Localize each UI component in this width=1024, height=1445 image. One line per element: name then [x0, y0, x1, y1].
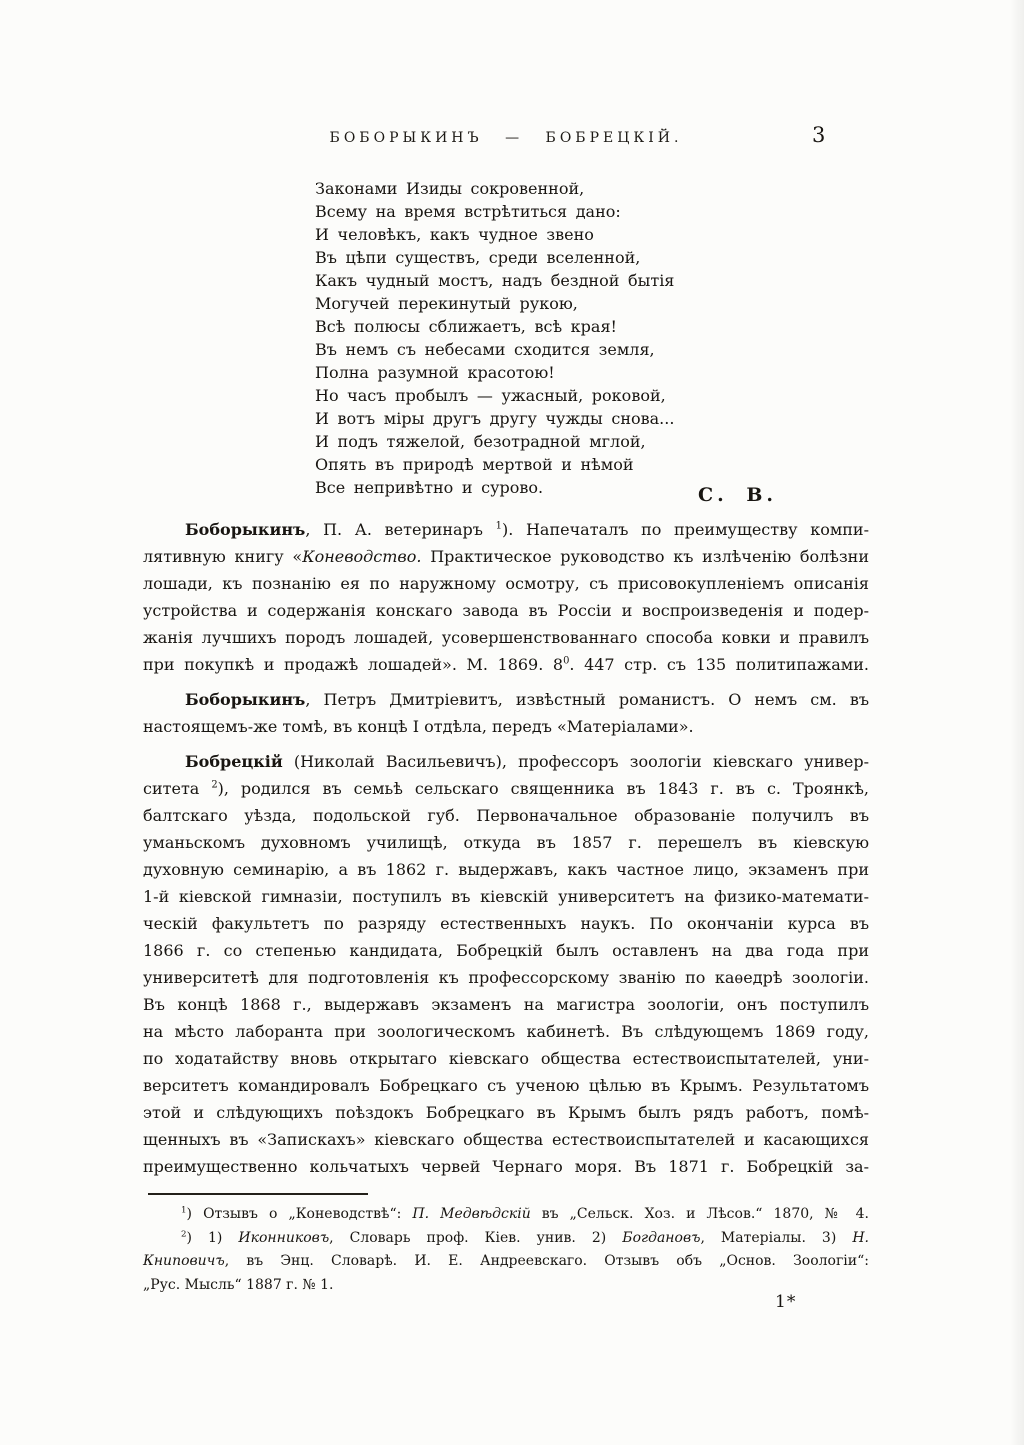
text-line — [143, 1045, 869, 1072]
text-segment: въ „Сельск. Хоз. и Лѣсов.“ 1870, № 4. — [530, 1206, 870, 1222]
text-segment: при покупкѣ и продажѣ лошадей». М. 1869. 8 — [143, 655, 564, 674]
entry-headword: Боборыкинъ — [185, 520, 306, 539]
text-line — [143, 597, 869, 624]
text-line — [143, 713, 869, 740]
running-header: БОБОРЫКИНЪ — БОБРЕЦКІЙ. — [329, 130, 683, 146]
text-segment: ситета — [143, 779, 212, 798]
footnote-paragraph — [143, 1203, 869, 1227]
text-segment: лятивную книгу « — [143, 547, 303, 566]
text-line — [143, 964, 869, 991]
text-segment: ческій факультетъ по разряду естественныхъ наукъ. По окончаніи курса въ — [143, 914, 869, 933]
footnote-reference: 1 — [495, 520, 502, 532]
text-segment: балтскаго уѣзда, подольской губ. Первоначальное образованіе получилъ въ — [143, 806, 869, 825]
text-line — [143, 991, 869, 1018]
entries-section — [143, 516, 869, 1180]
text-line — [143, 1203, 869, 1227]
text-line — [143, 829, 869, 856]
text-segment: ) 1) — [186, 1229, 239, 1246]
text-line — [143, 748, 869, 775]
text-segment: щенныхъ въ «Запискахъ» кіевскаго общества естествоиспытателей и касающихся — [143, 1130, 869, 1149]
poem-line: Законами Изиды сокровенной, — [315, 179, 585, 198]
entry-paragraph — [143, 516, 869, 678]
text-segment: на мѣсто лаборанта при зоологическомъ кабинетѣ. Въ слѣдующемъ 1869 году, — [143, 1022, 869, 1041]
text-segment: „Рус. Мысль“ 1887 г. № 1. — [143, 1276, 334, 1293]
text-line — [143, 937, 869, 964]
text-segment: Книповичъ — [143, 1253, 225, 1269]
text-line — [143, 686, 869, 713]
text-segment: лошади, къ познанію ея по наружному осмотру, съ присовокупленіемъ описанія — [143, 574, 869, 593]
text-line — [143, 910, 869, 937]
text-segment: верситетъ командировалъ Бобрецкаго съ ученою цѣлью въ Крымъ. Результатомъ — [143, 1076, 869, 1095]
footnote-paragraph — [143, 1227, 869, 1298]
text-segment: 1-й кіевской гимназіи, поступилъ въ кіевскій университетъ на физико-математи- — [143, 887, 869, 906]
text-segment: жанія лучшихъ породъ лошадей, усовершенствованнаго способа ковки и правилъ — [143, 628, 869, 647]
text-segment: этой и слѣдующихъ поѣздокъ Бобрецкаго въ Крымъ былъ рядъ работъ, помѣ- — [143, 1103, 869, 1122]
text-segment: ), родился въ семьѣ сельскаго священника въ 1843 г. въ с. Троянкѣ, — [217, 779, 870, 798]
entry-paragraph — [143, 686, 869, 740]
text-segment: Иконниковъ — [238, 1229, 330, 1246]
entry-paragraph — [143, 748, 869, 1180]
poem-line: Могучей перекинутый рукою, — [315, 294, 578, 313]
poem-line: Въ немъ съ небесами сходится земля, — [315, 340, 655, 359]
text-segment: П. Медвѣдскій — [412, 1206, 531, 1222]
poem-line: Все непривѣтно и сурово. — [315, 478, 544, 497]
text-line — [143, 1072, 869, 1099]
text-segment: 1866 г. со степенью кандидата, Бобрецкій былъ оставленъ на два года при — [143, 941, 869, 960]
printers-mark: 1* — [775, 1292, 797, 1312]
entry-headword: Бобрецкій — [185, 752, 283, 771]
text-line — [143, 1274, 869, 1298]
text-segment: настоящемъ-же томѣ, въ концѣ I отдѣла, передъ «Матеріалами». — [143, 717, 694, 736]
footnotes-section — [143, 1203, 869, 1297]
text-segment: , Петръ Дмитріевитъ, извѣстный романистъ. О немъ см. въ — [305, 690, 869, 709]
text-segment: университетѣ для подготовленія къ профессорскому званію по каѳедрѣ зоологіи. — [143, 968, 869, 987]
text-line — [143, 570, 869, 597]
text-segment: , Матеріалы. 3) — [700, 1229, 853, 1246]
text-line — [143, 775, 869, 802]
text-segment: , Словарь проф. Кіев. унив. 2) — [329, 1229, 623, 1246]
entry-headword: Боборыкинъ — [185, 690, 306, 709]
text-segment: по ходатайству вновь открытаго кіевскаго общества естествоиспытателей, уни- — [143, 1049, 869, 1068]
text-line — [143, 1099, 869, 1126]
poem-line: Какъ чудный мостъ, надъ бездной бытія — [315, 271, 675, 290]
text-segment: Практическое руководство къ излѣченію болѣзни — [421, 547, 870, 566]
poem-line: Въ цѣпи существъ, среди вселенной, — [315, 248, 641, 267]
poem-line: И подъ тяжелой, безотрадной мглой, — [315, 432, 646, 451]
poem-line: Всѣ полюсы сближаетъ, всѣ края! — [315, 317, 617, 336]
text-line — [143, 1126, 869, 1153]
text-segment: уманьскомъ духовномъ училищѣ, откуда въ 1857 г. перешелъ въ кіевскую — [143, 833, 869, 852]
poem — [315, 177, 674, 499]
text-line — [143, 1250, 869, 1274]
text-line — [143, 1153, 869, 1180]
text-segment: , въ Энц. Словарѣ. И. Е. Андреевскаго. Отзывъ объ „Основ. Зоологіи“: — [224, 1253, 869, 1269]
poem-line: И вотъ міры другъ другу чужды снова... — [315, 409, 675, 428]
text-segment: , П. А. ветеринаръ — [305, 520, 496, 539]
footnote-reference: 0 — [563, 655, 570, 667]
poem-signature: С. В. — [698, 484, 778, 506]
text-segment: Въ концѣ 1868 г., выдержавъ экзаменъ на магистра зоологіи, онъ поступилъ — [143, 995, 869, 1014]
poem-line: Полна разумной красотою! — [315, 363, 555, 382]
text-segment: духовную семинарію, а въ 1862 г. выдержавъ, какъ частное лицо, экзаменъ при — [143, 860, 869, 879]
text-line — [143, 883, 869, 910]
text-segment: преимущественно кольчатыхъ червей Чернаго моря. Въ 1871 г. Бобрецкій за- — [143, 1157, 869, 1176]
text-segment: ) Отзывъ о „Коневодствѣ“: — [186, 1206, 413, 1222]
text-line — [143, 516, 869, 543]
text-line — [143, 856, 869, 883]
poem-line: Всему на время встрѣтиться дано: — [315, 202, 621, 221]
footnote-reference: 2 — [181, 1228, 187, 1239]
text-segment: Богдановъ — [622, 1229, 701, 1246]
text-line — [143, 651, 869, 678]
text-segment: . 447 стр. съ 135 политипажами. — [569, 655, 870, 674]
text-segment: устройства и содержанія конскаго завода въ Россіи и воспроизведенія и подер- — [143, 601, 869, 620]
text-line — [143, 624, 869, 651]
footnote-separator — [148, 1193, 368, 1195]
footnote-reference: 1 — [181, 1205, 187, 1216]
page-number: 3 — [812, 123, 826, 147]
text-segment: (Николай Васильевичъ), профессоръ зоологіи кіевскаго универ- — [282, 752, 869, 771]
poem-line: И человѣкъ, какъ чудное звено — [315, 225, 594, 244]
text-line — [143, 802, 869, 829]
text-segment: Коневодство. — [302, 547, 422, 566]
poem-line: Но часъ пробылъ — ужасный, роковой, — [315, 386, 666, 405]
text-segment: ). Напечаталъ по преимуществу компи- — [501, 520, 869, 539]
poem-line: Опять въ природѣ мертвой и нѣмой — [315, 455, 634, 474]
text-line — [143, 1018, 869, 1045]
text-line — [143, 543, 869, 570]
text-line — [143, 1227, 869, 1251]
text-segment: Н. — [852, 1229, 869, 1246]
footnote-reference: 2 — [211, 779, 218, 791]
